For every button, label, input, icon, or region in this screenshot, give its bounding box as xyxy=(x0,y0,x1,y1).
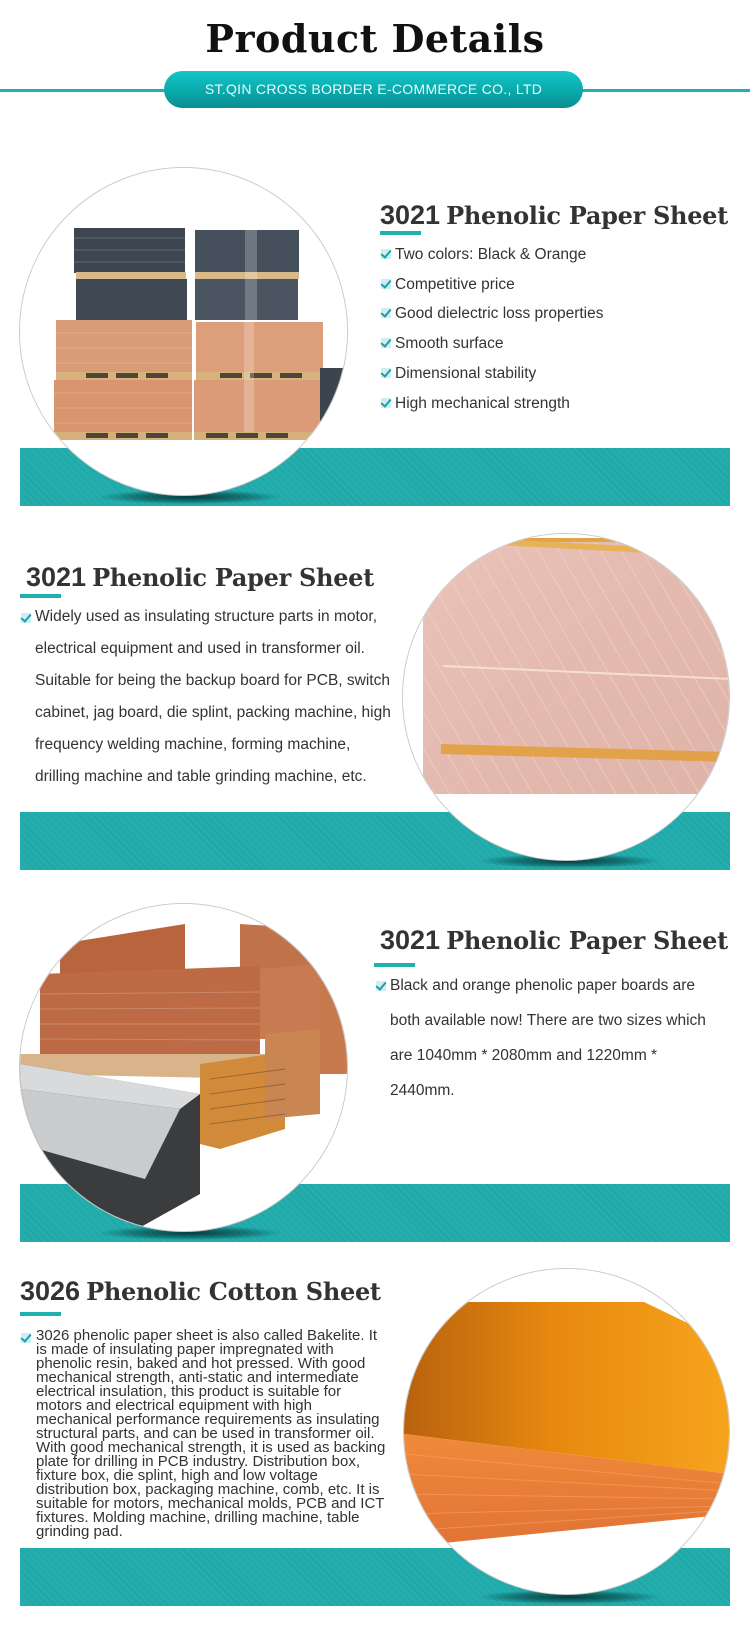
checkbox-checked-icon xyxy=(381,338,391,348)
description-line: mechanical performance requirements as insulating xyxy=(36,1411,380,1428)
feature-item: Smooth surface xyxy=(395,335,504,352)
description-line: phenolic resin, baked and hot pressed. With good xyxy=(36,1355,366,1372)
checkbox-checked-icon xyxy=(376,981,386,991)
heading-underline xyxy=(380,231,421,235)
product-code: 3021 xyxy=(26,562,87,592)
checkbox-checked-icon xyxy=(21,1333,31,1343)
description-line: structural parts, and can be used in transformer oil. xyxy=(36,1425,375,1442)
product-code: 3021 xyxy=(380,200,441,230)
description-line: are 1040mm * 2080mm and 1220mm * xyxy=(390,1047,658,1064)
description-line: motors and electrical equipment with high xyxy=(36,1397,312,1414)
description-line: Widely used as insulating structure parts in motor, xyxy=(35,608,378,625)
product-image-stacked-boards xyxy=(19,903,348,1232)
description-line: Suitable for being the backup board for PCB, switch xyxy=(35,672,390,689)
checkbox-checked-icon xyxy=(381,308,391,318)
description-line: mechanical strength, anti-static and intermediate xyxy=(36,1369,359,1386)
feature-item: Dimensional stability xyxy=(395,365,537,382)
description-line: fixtures. Molding machine, drilling machine, table xyxy=(36,1509,360,1526)
section-heading xyxy=(380,925,728,956)
description-line: drilling machine and table grinding machine, etc. xyxy=(35,768,367,785)
product-name: Phenolic Paper Sheet xyxy=(446,201,728,230)
product-image-pallets xyxy=(19,167,348,496)
description-line: electrical equipment and used in transformer oil. xyxy=(35,640,365,657)
product-name: Phenolic Paper Sheet xyxy=(92,563,374,592)
product-code: 3021 xyxy=(380,925,441,955)
product-image-pink-sheet xyxy=(402,533,730,861)
section-heading xyxy=(26,562,374,593)
description-line: electrical insulation, this product is suitable for xyxy=(36,1383,342,1400)
heading-underline xyxy=(20,1312,61,1316)
feature-item: High mechanical strength xyxy=(395,395,570,412)
pink-sheet-illustration xyxy=(403,534,730,861)
feature-item: Good dielectric loss properties xyxy=(395,305,604,322)
description-line: Black and orange phenolic paper boards are xyxy=(390,977,696,994)
description-line: distribution box, packaging machine, comb, etc. It is xyxy=(36,1481,380,1498)
heading-underline xyxy=(20,594,61,598)
product-name: Phenolic Cotton Sheet xyxy=(86,1277,381,1306)
description-line: suitable for motors, mechanical molds, PCB and ICT xyxy=(36,1495,385,1512)
checkbox-checked-icon xyxy=(381,249,391,259)
checkbox-checked-icon xyxy=(381,368,391,378)
description-line: plate for drilling in PCB industry. Distribution box, xyxy=(36,1453,361,1470)
description-line: 2440mm. xyxy=(390,1082,455,1099)
page-title: Product Details xyxy=(205,16,545,61)
description-line: cabinet, jag board, die splint, packing machine, high xyxy=(35,704,391,721)
description-line: grinding pad. xyxy=(36,1523,123,1540)
heading-underline xyxy=(374,963,415,967)
checkbox-checked-icon xyxy=(21,613,31,623)
description-line: both available now! There are two sizes which xyxy=(390,1012,706,1029)
description-line: fixture box, die splint, high and low voltage xyxy=(36,1467,318,1484)
description-line: 3026 phenolic paper sheet is also called Bakelite. It xyxy=(36,1327,378,1344)
checkbox-checked-icon xyxy=(381,398,391,408)
orange-sheet-illustration xyxy=(404,1269,730,1595)
stacked-boards-illustration xyxy=(20,904,348,1232)
description-line: frequency welding machine, forming machine, xyxy=(35,736,351,753)
section-heading xyxy=(380,200,728,231)
product-name: Phenolic Paper Sheet xyxy=(446,926,728,955)
feature-item: Competitive price xyxy=(395,276,515,293)
description-line: With good mechanical strength, it is used as backing xyxy=(36,1439,386,1456)
section-heading xyxy=(20,1276,381,1307)
feature-item: Two colors: Black & Orange xyxy=(395,246,587,263)
pallet-stacks-illustration xyxy=(20,168,348,496)
product-image-orange-sheet xyxy=(403,1268,730,1595)
company-banner: ST.QIN CROSS BORDER E-COMMERCE CO., LTD xyxy=(164,71,583,108)
checkbox-checked-icon xyxy=(381,279,391,289)
description-line: is made of insulating paper impregnated with xyxy=(36,1341,334,1358)
product-code: 3026 xyxy=(20,1276,81,1306)
